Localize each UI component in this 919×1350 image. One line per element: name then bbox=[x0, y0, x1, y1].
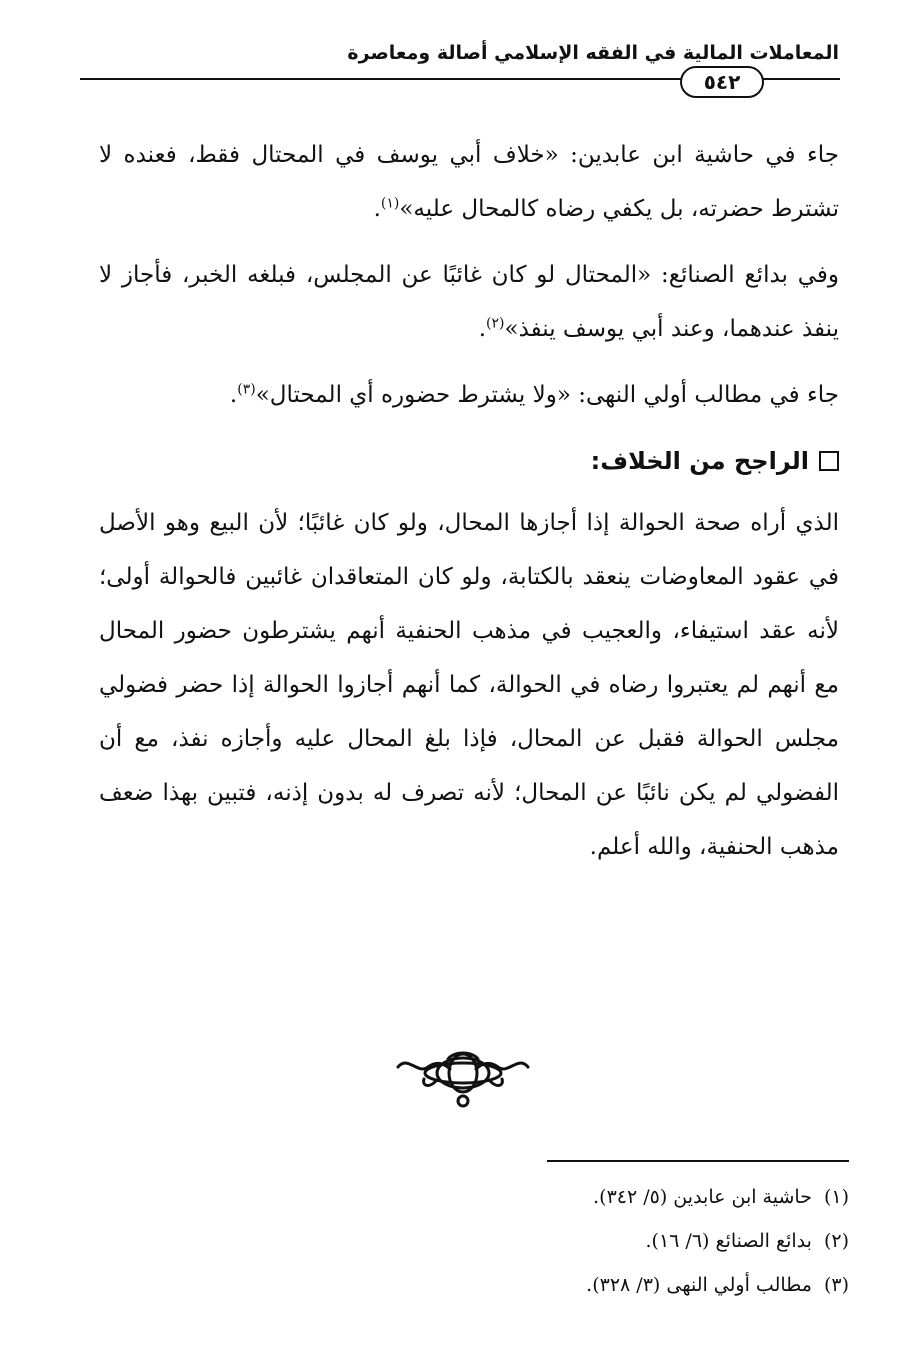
main-text bbox=[99, 128, 839, 886]
page-number: ٥٤٢ bbox=[680, 66, 764, 98]
running-title: المعاملات المالية في الفقه الإسلامي أصالة ومعاصرة bbox=[347, 42, 839, 64]
conclusion-paragraph: الذي أراه صحة الحوالة إذا أجازها المحال، ولو كان غائبًا؛ لأن البيع وهو الأصل في عقود المعاوضات ينعقد بالكتابة، ولو كان المتعاقدان غائبين فالحوالة أولى؛ لأنه عقد استيفاء، والعجيب في مذهب الحنفية أنهم يشترطون حضور المحال مع أنهم لم يعتبروا رضاه في الحوالة، كما أنهم أجازوا الحوالة إذا حضر فضولي مجلس الحوالة فقبل عن المحال، فإذا بلغ المحال عليه وأجازه نفذ، مع أن الفضولي لم يكن نائبًا عن المحال؛ لأنه تصرف له بدون إذنه، فتبين بهذا ضعف مذهب الحنفية، والله أعلم. bbox=[99, 510, 839, 860]
paragraph: جاء في حاشية ابن عابدين: «خلاف أبي يوسف في المحتال فقط، فعنده لا تشترط حضرته، بل يكفي رضاه كالمحال عليه»$^{(١)}$. bbox=[99, 142, 839, 222]
footnote-ref[interactable]: (٣) bbox=[237, 381, 256, 398]
footnote-ref[interactable]: (٢) bbox=[486, 315, 505, 332]
footnote: (٢)بدائع الصنائع (٦/ ١٦). bbox=[645, 1230, 849, 1252]
paragraph: وفي بدائع الصنائع: «المحتال لو كان غائبًا عن المجلس، فبلغه الخبر، فأجاز لا ينفذ عندهما، وعند أبي يوسف ينفذ»$^{(٢)}$. bbox=[99, 262, 839, 342]
ornament-divider bbox=[388, 1045, 538, 1115]
footnote-rule bbox=[547, 1160, 849, 1162]
footnotes bbox=[349, 1175, 849, 1307]
footnote: (١)حاشية ابن عابدين (٥/ ٣٤٢). bbox=[593, 1186, 849, 1208]
section-heading-text: الراجح من الخلاف: bbox=[590, 447, 809, 475]
section-heading bbox=[99, 434, 839, 488]
footnote: (٣)مطالب أولي النهى (٣/ ٣٢٨). bbox=[586, 1274, 849, 1296]
footnote-ref[interactable]: (١) bbox=[380, 195, 400, 212]
paragraph: جاء في مطالب أولي النهى: «ولا يشترط حضوره أي المحتال»$^{(٣)}$. bbox=[229, 381, 839, 408]
checkbox-icon bbox=[819, 451, 839, 471]
